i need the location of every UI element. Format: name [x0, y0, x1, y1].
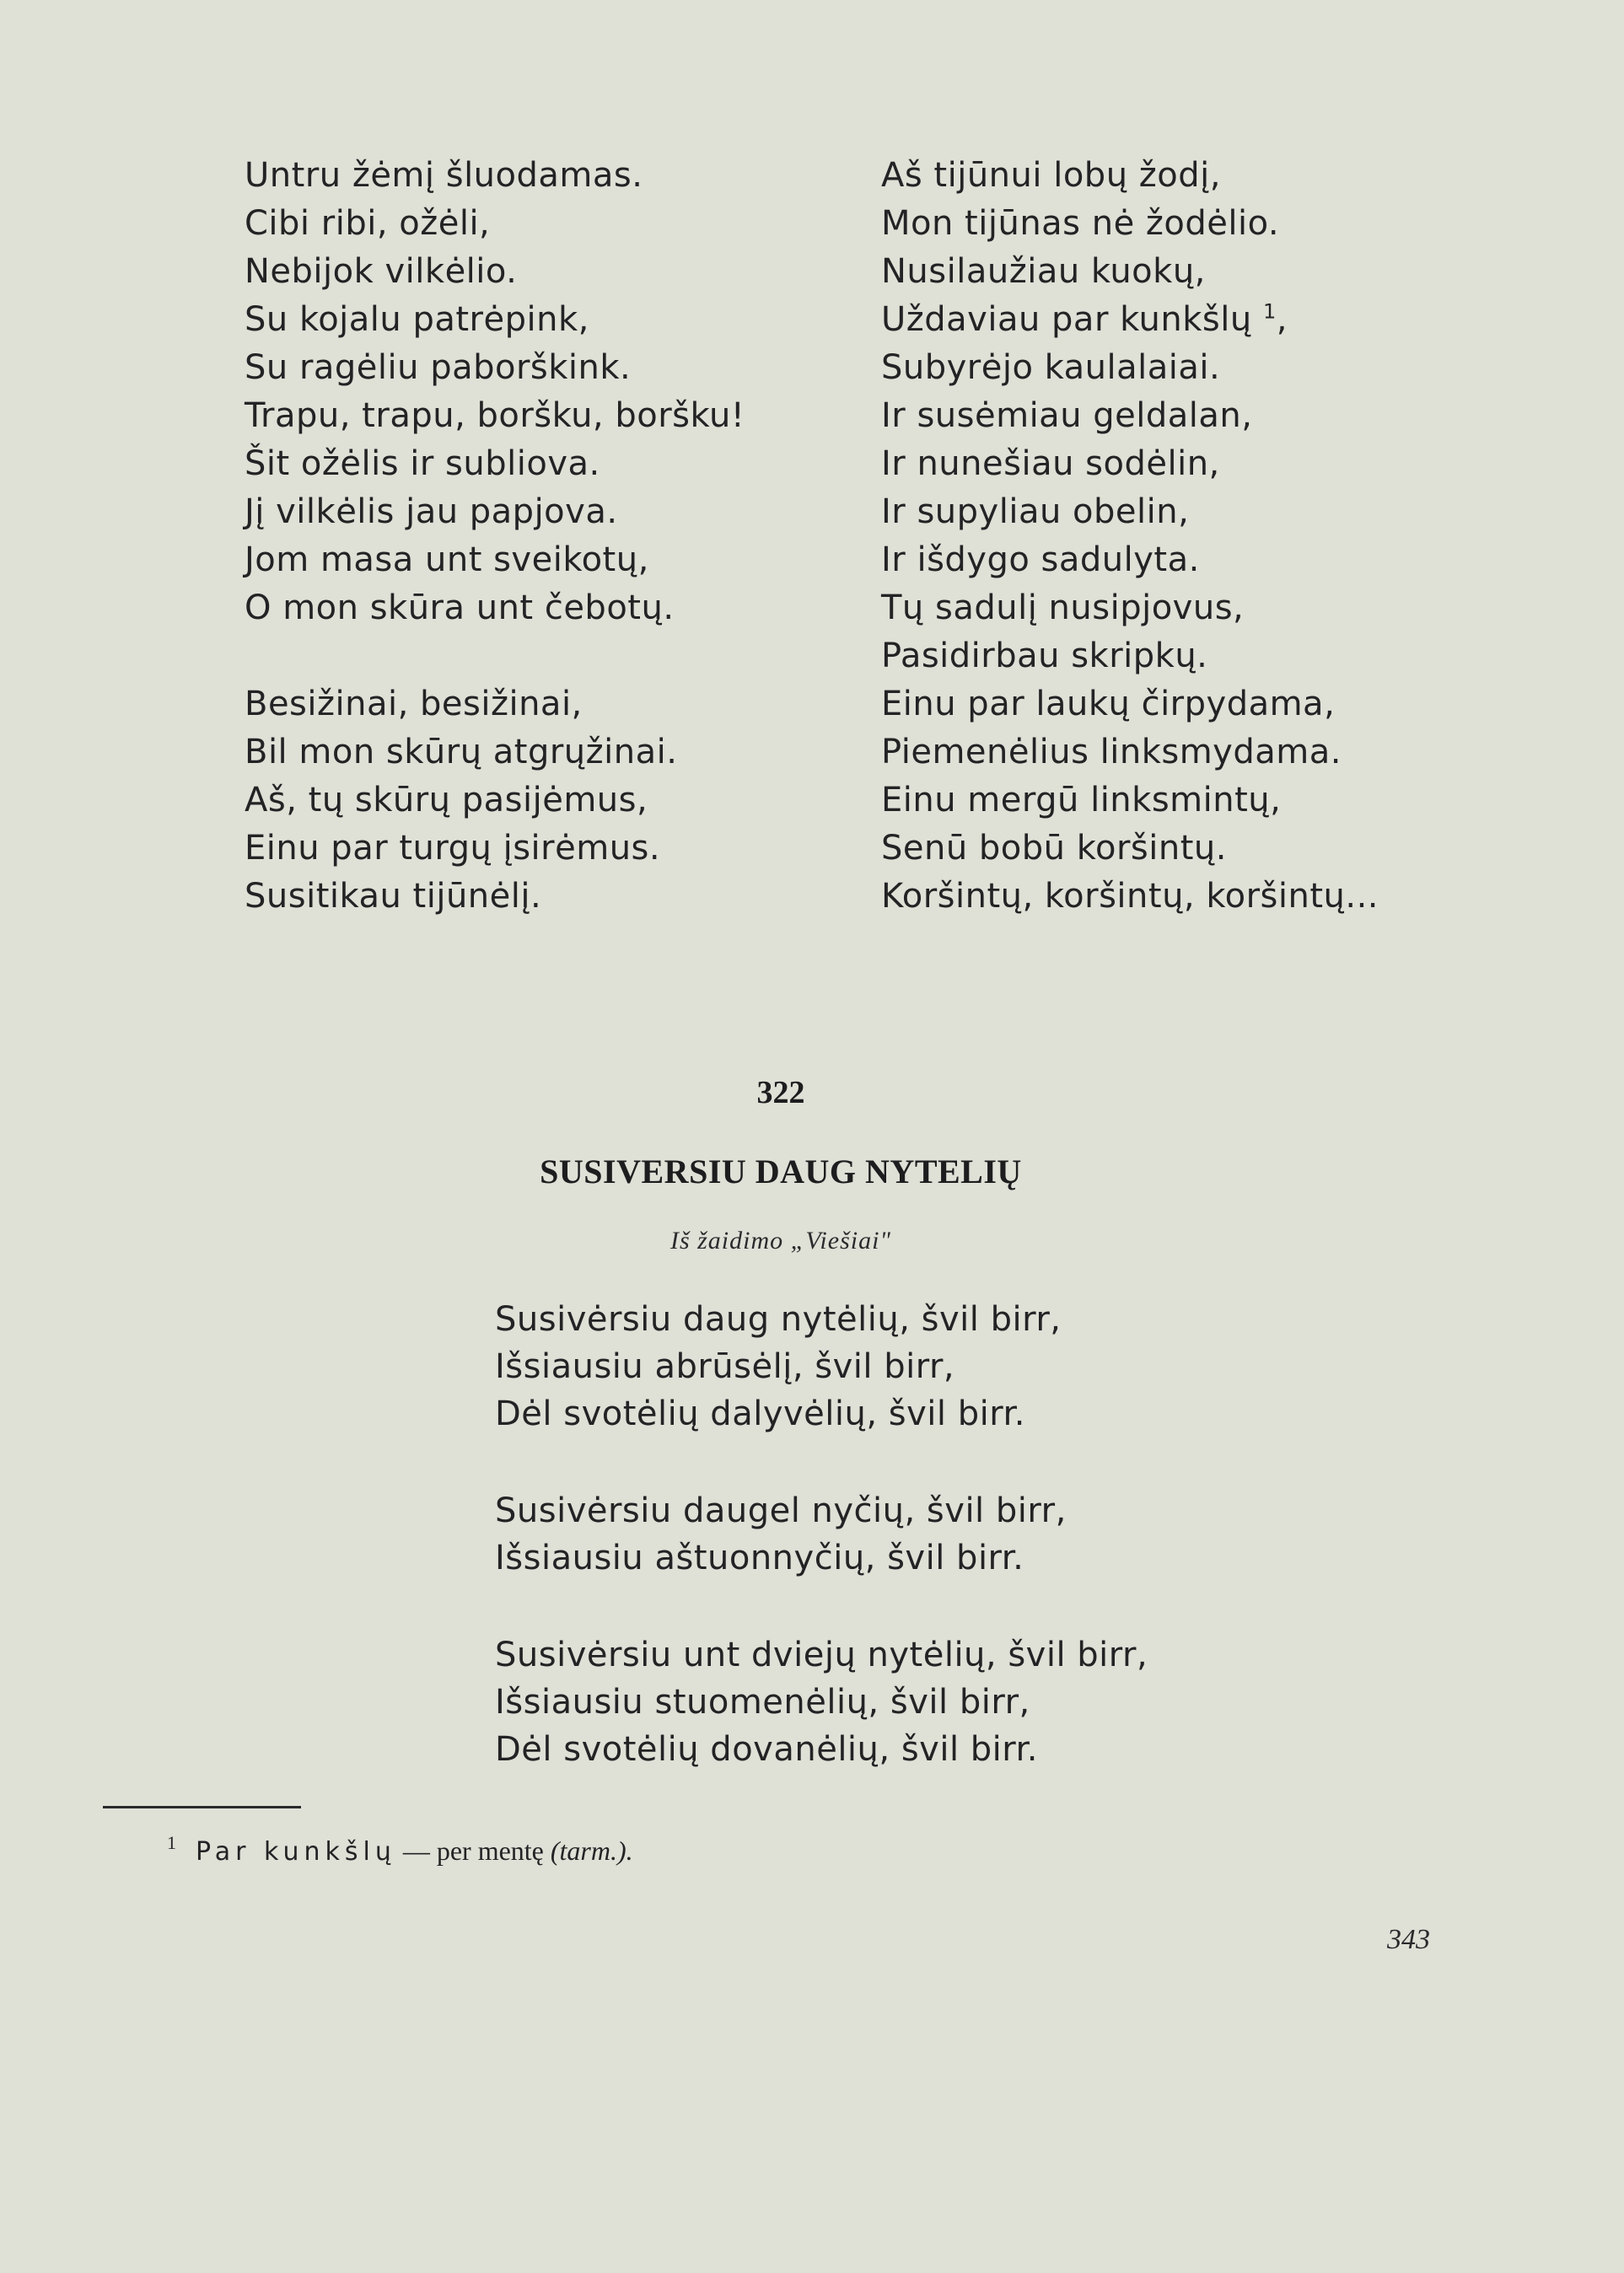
footnote-term: Par kunkšlų	[196, 1837, 396, 1867]
verse-line: Einu par turgų įsirėmus.	[245, 829, 661, 868]
verse-line: Dėl svotėlių dovanėlių, švil birr.	[495, 1730, 1039, 1769]
verse-line: Nebijok vilkėlio.	[245, 252, 518, 291]
stanza	[495, 1487, 1338, 1582]
footnote	[167, 1832, 633, 1867]
verse-line-text: Uždaviau par kunkšlų	[881, 300, 1252, 339]
verse-line	[881, 296, 1488, 344]
verse-line: Bil mon skūrų atgrųžinai.	[245, 733, 678, 771]
song-number: 322	[756, 1075, 805, 1110]
verse-line: Besižinai, besižinai,	[245, 685, 583, 723]
verse-line: Pasidirbau skripkų.	[881, 637, 1208, 675]
verse-line: Su kojalu patrėpink,	[245, 300, 589, 339]
stanza	[495, 1631, 1338, 1773]
verse-line: Šit ožėlis ir subliova.	[245, 444, 600, 483]
footnote-reference[interactable]: 1	[1262, 299, 1277, 324]
verse-line: Piemenėlius linksmydama.	[881, 733, 1342, 771]
verse-line: Ir susėmiau geldalan,	[881, 396, 1253, 435]
verse-line: Susivėrsiu unt dviejų nytėlių, švil birr,	[495, 1636, 1148, 1674]
verse-line: Nusilaužiau kuokų,	[881, 252, 1206, 291]
verse-line: Aš tijūnui lobų žodį,	[881, 156, 1221, 195]
verse-line: Dėl svotėlių dalyvėlių, švil birr.	[495, 1394, 1025, 1433]
verse-line: Senū bobū koršintų.	[881, 829, 1227, 868]
song-subtitle: Iš žaidimo „Viešiai"	[669, 1227, 892, 1255]
verse-line: Susitikau tijūnėlį.	[245, 877, 542, 916]
footnote-tag: (tarm.).	[550, 1835, 633, 1866]
verse-line: Ir išdygo sadulyta.	[881, 540, 1200, 579]
stanza	[245, 152, 852, 632]
right-verse-column	[881, 152, 1488, 921]
verse-line: Untru žėmį šluodamas.	[245, 156, 643, 195]
verse-line: O mon skūra unt čebotų.	[245, 588, 675, 627]
verse-line: Einu par laukų čirpydama,	[881, 685, 1336, 723]
verse-line: Cibi ribi, ožėli,	[245, 204, 491, 243]
verse-line: Išsiausiu stuomenėlių, švil birr,	[495, 1683, 1030, 1722]
verse-line: Ir supyliau obelin,	[881, 492, 1190, 531]
verse-line: Trapu, trapu, boršku, boršku!	[245, 396, 745, 435]
verse-line: Susivėrsiu daugel nyčių, švil birr,	[495, 1491, 1067, 1530]
verse-line-punctuation: ,	[1276, 300, 1288, 339]
footnote-marker: 1	[167, 1832, 176, 1853]
verse-line: Subyrėjo kaulalaiai.	[881, 348, 1221, 387]
verse-line: Einu mergū linksmintų,	[881, 781, 1282, 819]
verse-line: Išsiausiu aštuonnyčių, švil birr.	[495, 1539, 1024, 1577]
verse-line: Su ragėliu paborškink.	[245, 348, 632, 387]
verse-line: Ir nunešiau sodėlin,	[881, 444, 1220, 483]
verse-line: Susivėrsiu daug nytėlių, švil birr,	[495, 1300, 1062, 1339]
stanza	[245, 680, 852, 921]
stanza	[495, 1296, 1338, 1437]
left-verse-column	[245, 152, 852, 921]
verse-line: Koršintų, koršintų, koršintų...	[881, 877, 1379, 916]
page-number: 343	[1387, 1924, 1430, 1955]
footnote-divider	[103, 1806, 301, 1808]
verse-line: Mon tijūnas nė žodėlio.	[881, 204, 1280, 243]
verse-line: Aš, tų skūrų pasijėmus,	[245, 781, 648, 819]
verse-line: Tų sadulį nusipjovus,	[881, 588, 1245, 627]
song-title: SUSIVERSIU DAUG NYTELIŲ	[540, 1153, 1022, 1190]
song-body	[495, 1296, 1338, 1773]
verse-line: Jį vilkėlis jau papjova.	[245, 492, 618, 531]
footnote-definition: — per mentę	[395, 1835, 551, 1866]
verse-line: Jom masa unt sveikotų,	[245, 540, 649, 579]
verse-line: Išsiausiu abrūsėlį, švil birr,	[495, 1347, 955, 1386]
